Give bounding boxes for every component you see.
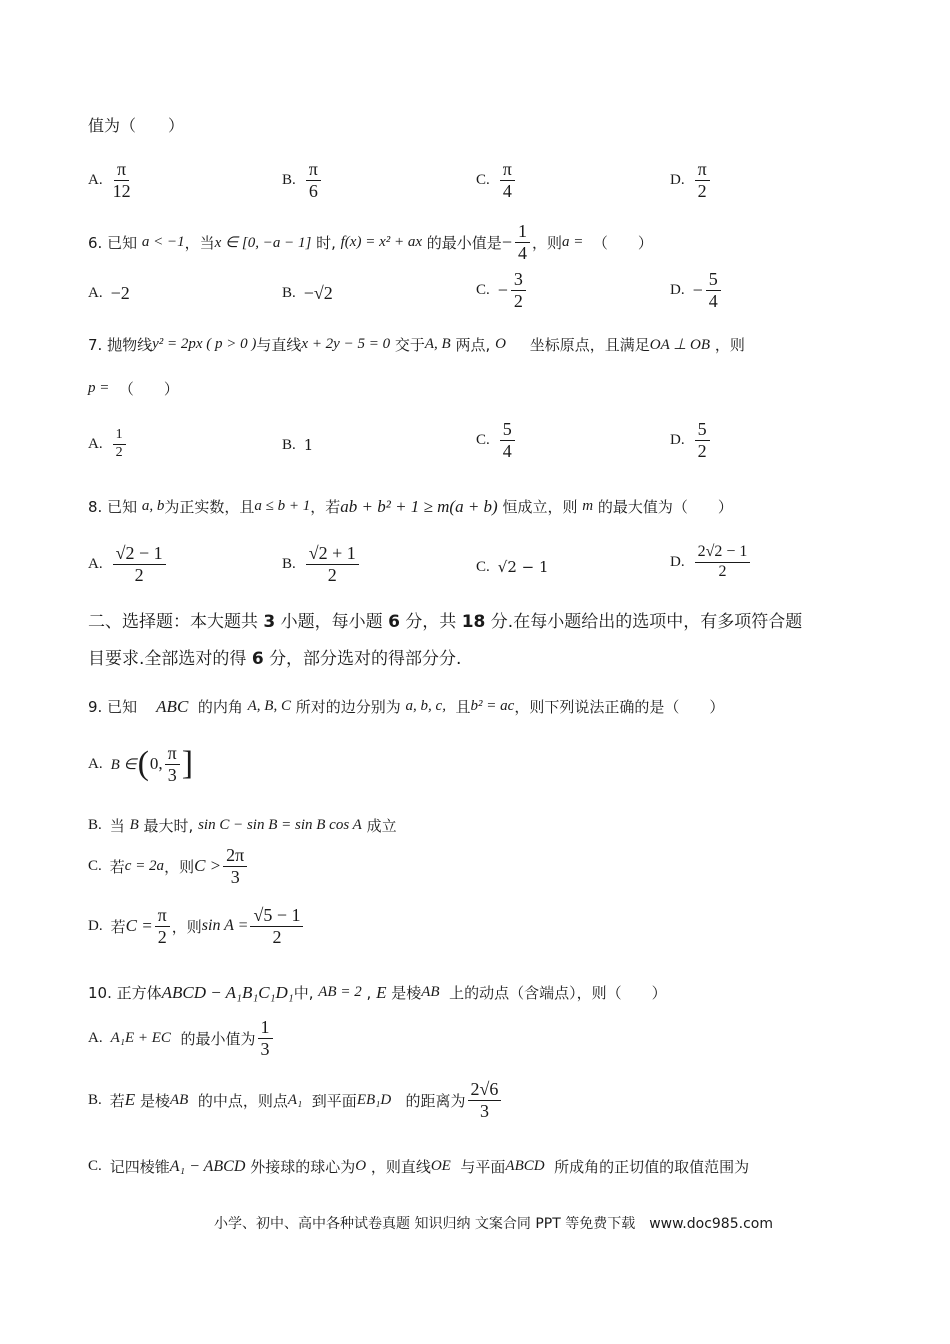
q5-option-a: A. $\frac{\pi}{12}$ (88, 159, 131, 201)
q8-option-c: C. √2 − 1 (476, 558, 549, 576)
q6-option-d: D. − $\frac{5}{4}$ (670, 270, 723, 311)
q9-option-d: D. 若 C = $\frac{\pi}{2}$ ，则 sin A = $\frac{√5 - 1}{2}$ (88, 906, 305, 947)
q7-ask: p = （ ） (88, 380, 179, 398)
q6-option-b: B. −√2 (282, 283, 333, 303)
page-footer: 小学、初中、高中各种试卷真题 知识归纳 文案合同 PPT 等免费下载 www.doc985.com (214, 1216, 773, 1232)
section2-line2: 目要求.全部选对的得 6 分，部分选对的得部分分. (88, 649, 462, 669)
q7-option-d: D. $\frac{5}{2}$ (670, 420, 712, 461)
q8-option-b: B. $\frac{√2 + 1}{2}$ (282, 544, 361, 585)
q9-stem: 9. 已知 ABC 的内角 A, B, C 所对的边分别为 a, b, c, 且 b² = ac ，则下列说法正确的是（ ） (88, 696, 725, 716)
q10-option-c: C. 记四棱锥 A₁ − ABCD 外接球的球心为 O ，则直线 OE 与平面 ABCD 所成角的正切值的取值范围为 (88, 1157, 750, 1176)
q5-option-b: B. $\frac{\pi}{6}$ (282, 160, 323, 201)
q9-option-a: A. B ∈ ( 0, $\frac{\pi}{3}$ ] (88, 743, 194, 785)
q10-option-b: B. 若 E 是棱 AB 的中点，则点 A₁ 到平面 EB₁D 的距离为 $\frac{2√6}{3}$ (88, 1080, 503, 1121)
q7-stem: 7. 抛物线 y² = 2px ( p > 0 ) 与直线 x + 2y − 5 = 0 交于 A, B 两点, O 坐标原点，且满足 OA ⊥ OB ，则 (88, 336, 745, 354)
q7-option-c: C. $\frac{5}{4}$ (476, 420, 517, 461)
q6-option-a: A. −2 (88, 283, 130, 303)
q9-option-c: C. 若 c = 2a ，则 C > $\frac{2\pi}{3}$ (88, 846, 249, 887)
q5-option-c: C. $\frac{\pi}{4}$ (476, 160, 517, 201)
q8-stem: 8. 已知 a, b 为正实数，且 a ≤ b + 1 ，若 ab + b² + 1 ≥ m(a + b) 恒成立，则 m 的最大值为（ ） (88, 496, 733, 516)
q5-d-fraction: $\frac{\pi}{2}$ (695, 160, 710, 201)
q10-stem: 10. 正方体 ABCD − A₁B₁C₁D₁ 中, AB = 2 , E 是棱 AB 上的动点（含端点），则（ ） (88, 982, 667, 1002)
q5-tail-text: 值为（ ） (88, 116, 185, 135)
q5-option-d: D. $\frac{\pi}{2}$ (670, 160, 712, 201)
q8-option-d: D. $\frac{2√2 - 1}{2}$ (670, 544, 752, 581)
q5-a-fraction: $\frac{\pi}{12}$ (112, 159, 131, 201)
section2-line1: 二、选择题：本大题共 3 小题，每小题 6 分，共 18 分.在每小题给出的选项中，有多项符合题 (88, 612, 803, 632)
q5-c-fraction: $\frac{\pi}{4}$ (500, 160, 515, 201)
q8-option-a: A. $\frac{√2 - 1}{2}$ (88, 544, 168, 585)
q9-option-b: B. 当 B 最大时, sin C − sin B = sin B cos A 成立 (88, 817, 397, 835)
q5-b-fraction: $\frac{\pi}{6}$ (306, 160, 321, 201)
q6-stem: 6. 已知 a < −1 ，当 x ∈ [0, −a − 1] 时, f(x) = x² + ax 的最小值是 − $\frac{1}{4}$ ，则 a = （ ） (88, 221, 653, 263)
q6-option-c: C. − $\frac{3}{2}$ (476, 270, 528, 311)
q6-min-fraction: $\frac{1}{4}$ (515, 222, 530, 263)
q7-option-a: A. $\frac{1}{2}$ (88, 428, 128, 460)
q10-option-a: A. A₁E + EC 的最小值为 $\frac{1}{3}$ (88, 1018, 275, 1059)
q7-option-b: B. 1 (282, 436, 314, 454)
